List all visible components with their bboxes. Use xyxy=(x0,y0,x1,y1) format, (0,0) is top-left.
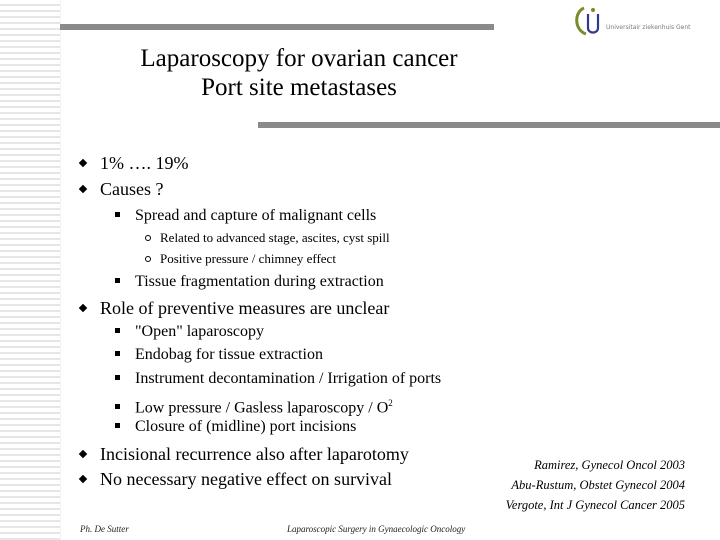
sub-bullet-decontamination xyxy=(115,369,441,389)
bullet-text: Causes ? xyxy=(100,179,164,199)
square-bullet-icon xyxy=(115,404,120,409)
circle-bullet-icon xyxy=(145,235,151,241)
bullet-survival xyxy=(80,468,392,490)
bullet-text: Tissue fragmentation during extraction xyxy=(135,273,384,290)
sub-bullet-low-pressure xyxy=(115,393,393,418)
diamond-bullet-icon xyxy=(79,185,87,193)
square-bullet-icon xyxy=(115,351,120,356)
square-bullet-icon xyxy=(115,375,120,380)
top-divider-bar xyxy=(60,24,494,30)
bullet-text: 1% …. 19% xyxy=(100,153,189,173)
bullet-text: Related to advanced stage, ascites, cyst spill xyxy=(160,230,390,245)
square-bullet-icon xyxy=(115,212,120,217)
circle-bullet-icon xyxy=(145,256,151,262)
square-bullet-icon xyxy=(115,278,120,283)
sub-bullet-closure xyxy=(115,417,356,437)
reference-item: Ramirez, Gynecol Oncol 2003 xyxy=(534,458,685,472)
title-divider-bar xyxy=(258,122,720,128)
bullet-incidence xyxy=(80,152,189,174)
bullet-text: Low pressure / Gasless laparoscopy / O xyxy=(135,399,389,417)
title-line-1: Laparoscopy for ovarian cancer xyxy=(140,45,458,72)
footer-author: Ph. De Sutter xyxy=(80,524,129,534)
sub-sub-bullet-positive-pressure xyxy=(145,251,336,267)
bullet-text: Role of preventive measures are unclear xyxy=(100,298,390,318)
sub-bullet-endobag xyxy=(115,345,323,365)
bullet-text: Positive pressure / chimney effect xyxy=(160,251,336,266)
sub-sub-bullet-advanced-stage xyxy=(145,230,390,246)
striped-side-decoration xyxy=(0,0,61,540)
sub-bullet-fragmentation xyxy=(115,272,384,292)
bullet-text: Instrument decontamination / Irrigation of ports xyxy=(135,370,442,387)
diamond-bullet-icon xyxy=(79,450,87,458)
references xyxy=(506,455,685,515)
square-bullet-icon xyxy=(115,423,120,428)
bullet-text: No necessary negative effect on survival xyxy=(100,469,393,489)
bullet-causes xyxy=(80,178,163,200)
university-logo xyxy=(570,4,715,40)
square-bullet-icon xyxy=(115,328,120,333)
diamond-bullet-icon xyxy=(79,304,87,312)
sub-bullet-open-laparoscopy xyxy=(115,322,264,342)
footer-course: Laparoscopic Surgery in Gynaecologic Oncology xyxy=(287,524,466,534)
bullet-preventive-measures xyxy=(80,297,389,319)
reference-item: Vergote, Int J Gynecol Cancer 2005 xyxy=(505,498,685,512)
slide-title xyxy=(60,44,538,102)
superscript: 2 xyxy=(388,398,393,408)
bullet-text: Endobag for tissue extraction xyxy=(135,346,323,363)
bullet-text: Spread and capture of malignant cells xyxy=(135,207,377,224)
diamond-bullet-icon xyxy=(79,475,87,483)
title-line-2: Port site metastases xyxy=(201,74,397,101)
logo-text: Universitair ziekenhuis Gent xyxy=(606,24,691,31)
bullet-text: Closure of (midline) port incisions xyxy=(135,418,357,435)
bullet-text: Incisional recurrence also after laparotomy xyxy=(100,444,409,464)
bullet-text: "Open" laparoscopy xyxy=(135,323,265,340)
reference-item: Abu-Rustum, Obstet Gynecol 2004 xyxy=(511,478,685,492)
logo-mark-icon xyxy=(570,4,610,40)
diamond-bullet-icon xyxy=(79,159,87,167)
sub-bullet-spread xyxy=(115,206,376,226)
bullet-incisional-recurrence xyxy=(80,443,409,465)
